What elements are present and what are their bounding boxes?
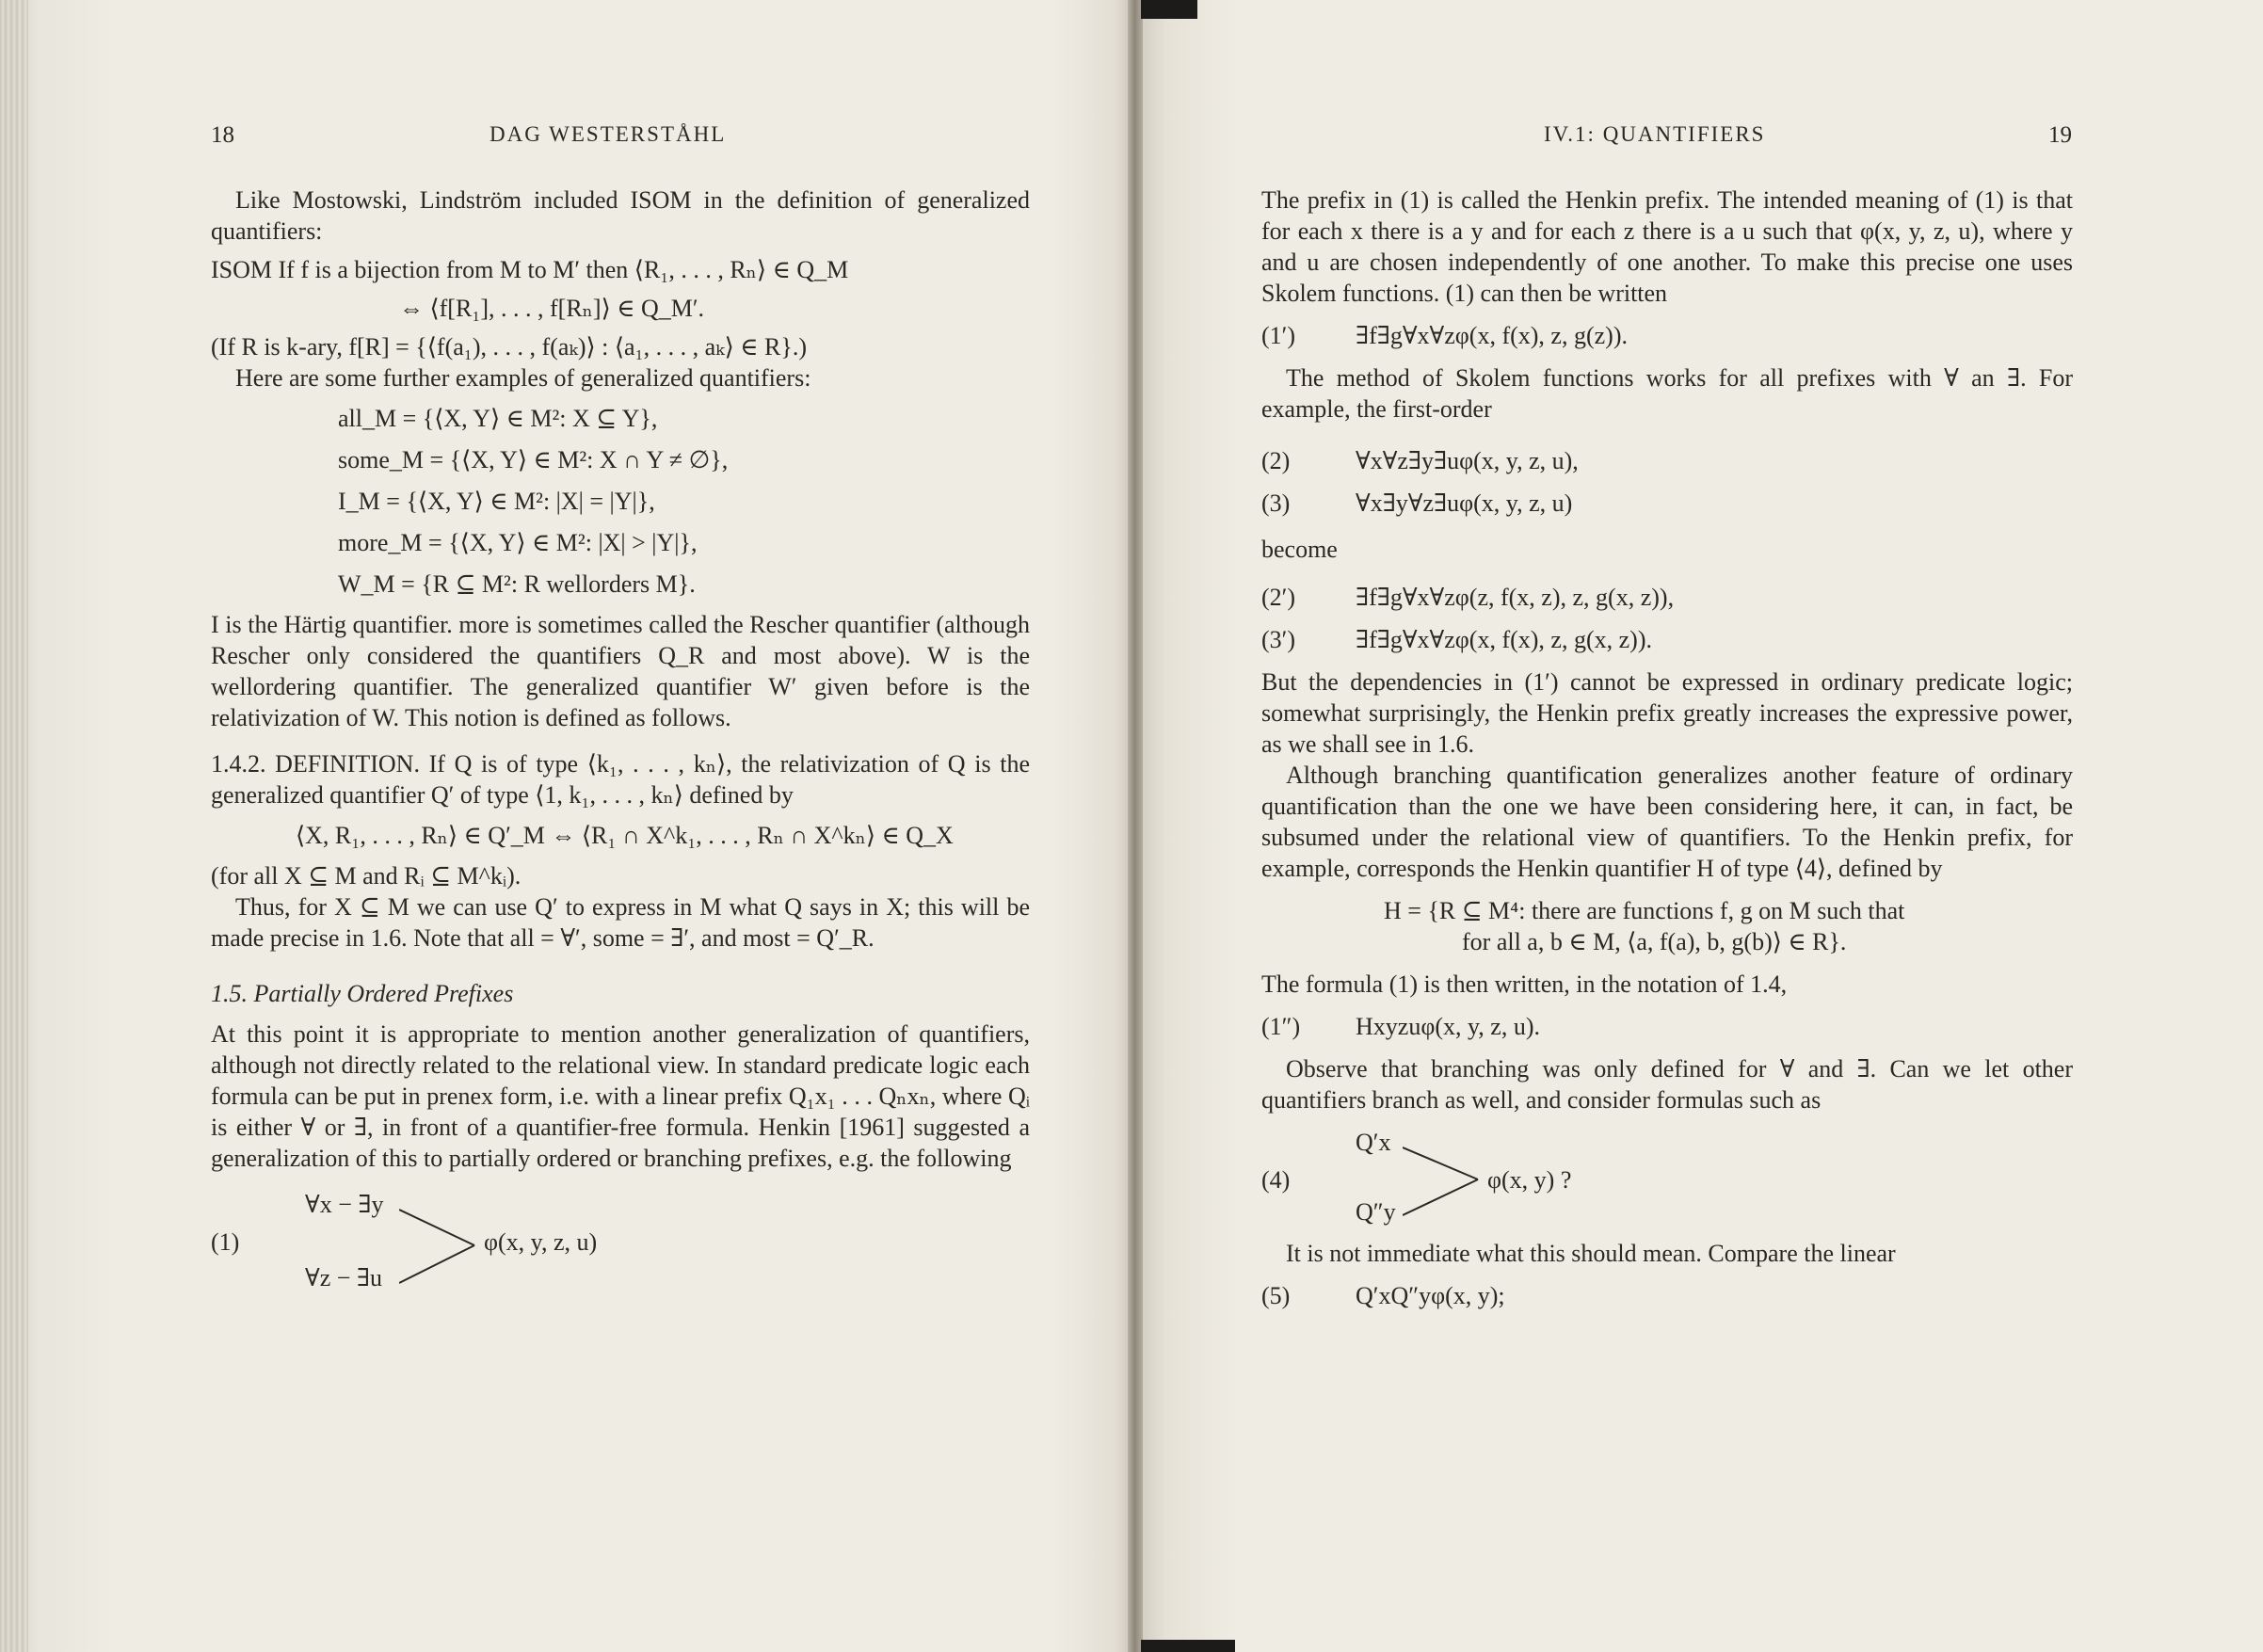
branch-bottom: ∀z − ∃u	[305, 1264, 382, 1291]
book-gutter	[1128, 0, 1143, 1652]
formula-number: (4)	[1261, 1166, 1291, 1194]
branch-lines	[399, 1204, 476, 1289]
henkin-def-line-1: H = {R ⊆ M⁴: there are functions f, g on M such that	[1384, 897, 1905, 924]
formula: Hxyzuφ(x, y, z, u).	[1356, 1013, 1540, 1040]
formula: ∀x∃y∀z∃uφ(x, y, z, u)	[1356, 489, 1573, 517]
definition-i: I_M = {⟨X, Y⟩ ∈ M²: |X| = |Y|},	[338, 488, 655, 515]
formula-5	[1261, 1280, 2073, 1311]
formula-number: (2′)	[1261, 584, 1296, 611]
relativization-display: ⟨X, R₁, . . . , Rₙ⟩ ∈ Q′_M ⇔ ⟨R₁ ∩ X^k₁, . . . , Rₙ ∩ X^kₙ⟩ ∈ Q_X	[296, 822, 954, 849]
left-page-number: 18	[211, 122, 234, 148]
formula-number: (2)	[1261, 447, 1291, 474]
formula-number: (3)	[1261, 489, 1291, 517]
formula-number: (1)	[211, 1228, 240, 1256]
right-page-body	[1261, 184, 2073, 1323]
definition-more: more_M = {⟨X, Y⟩ ∈ M²: |X| > |Y|},	[338, 529, 698, 556]
formula: ∃f∃g∀x∀zφ(z, f(x, z), z, g(x, z)),	[1356, 584, 1675, 611]
left-running-head: DAG WESTERSTÅHL	[490, 122, 727, 146]
definition-all: all_M = {⟨X, Y⟩ ∈ M²: X ⊆ Y},	[338, 405, 658, 432]
isom-note: (If R is k-ary, f[R] = {⟨f(a₁), . . . , f(aₖ)⟩ : ⟨a₁, . . . , aₖ⟩ ∈ R}.)	[211, 333, 808, 361]
branching-formula-1	[211, 1187, 1030, 1300]
henkin-quantifier-definition	[1384, 895, 2073, 957]
formula: Q′xQ″yφ(x, y);	[1356, 1282, 1505, 1309]
paragraph: It is not immediate what this should mean. Compare the linear	[1286, 1240, 1896, 1267]
paragraph: The prefix in (1) is called the Henkin prefix. The intended meaning of (1) is that for each x there is a y and for each z there is a u such that φ(x, y, z, u), where y and u are chosen independently of one another. To make this precise one uses Skolem functions. (1) can then be written	[1261, 186, 2073, 307]
branch-matrix: φ(x, y, z, u)	[484, 1228, 598, 1256]
definition-w: W_M = {R ⊆ M²: R wellorders M}.	[338, 570, 696, 598]
section-heading: 1.5. Partially Ordered Prefixes	[211, 980, 514, 1007]
paragraph: Here are some further examples of generalized quantifiers:	[235, 364, 811, 392]
paragraph: The formula (1) is then written, in the notation of 1.4,	[1261, 970, 1788, 998]
formula: ∃f∃g∀x∀zφ(x, f(x), z, g(z)).	[1356, 322, 1628, 349]
page-edge-stack	[0, 0, 28, 1652]
isom-condition-cont: ⇔ ⟨f[R₁], . . . , f[Rₙ]⟩ ∈ Q_M′.	[399, 295, 705, 322]
formula-1-prime	[1261, 320, 2073, 351]
quantifier-definitions	[338, 403, 1030, 600]
right-running-head: IV.1: QUANTIFIERS	[1544, 122, 1766, 146]
definition-some: some_M = {⟨X, Y⟩ ∈ M²: X ∩ Y ≠ ∅},	[338, 446, 729, 473]
right-page-number: 19	[2048, 122, 2072, 148]
formula-3	[1261, 488, 2073, 519]
branch-top: Q′x	[1356, 1129, 1391, 1156]
branching-formula-4	[1261, 1127, 2073, 1230]
formula-3-prime	[1261, 624, 2073, 655]
formula-number: (5)	[1261, 1282, 1291, 1309]
left-page-body	[211, 184, 1030, 1300]
formula-number: (1′)	[1261, 322, 1296, 349]
branch-lines	[1403, 1142, 1480, 1223]
paragraph: Observe that branching was only defined for ∀ and ∃. Can we let other quantifiers branch as well, and consider formulas such as	[1261, 1055, 2073, 1114]
formula-1-double-prime	[1261, 1011, 2073, 1042]
paragraph: Like Mostowski, Lindström included ISOM in the definition of generalized quantifiers:	[211, 186, 1030, 245]
branch-matrix: φ(x, y) ?	[1487, 1166, 1572, 1194]
henkin-def-line-2: for all a, b ∈ M, ⟨a, f(a), b, g(b)⟩ ∈ R}.	[1462, 928, 1847, 955]
paragraph: Thus, for X ⊆ M we can use Q′ to express in M what Q says in X; this will be made precise in 1.6. Note that all = ∀′, some = ∃′, and most = Q′_R.	[211, 893, 1030, 952]
definition-paragraph: 1.4.2. DEFINITION. If Q is of type ⟨k₁, . . . , kₙ⟩, the relativization of Q is the generalized quantifier Q′ of type ⟨1, k₁, . . . , kₙ⟩ defined by	[211, 750, 1030, 809]
formula-2	[1261, 445, 2073, 476]
binding-mark-top	[1141, 0, 1197, 19]
formula-number: (1″)	[1261, 1013, 1301, 1040]
binding-mark-bottom	[1141, 1640, 1235, 1652]
formula-2-prime	[1261, 582, 2073, 613]
branch-bottom: Q″y	[1356, 1198, 1396, 1226]
paragraph: At this point it is appropriate to mention another generalization of quantifiers, although not directly related to the relational view. In standard predicate logic each formula can be put in prenex form, i.e. with a linear prefix Q₁x₁ . . . Qₙxₙ, where Qᵢ is either ∀ or ∃, in front of a quantifier-free formula. Henkin [1961] suggested a generalization of this to partially ordered or branching prefixes, e.g. the following	[211, 1020, 1030, 1172]
formula: ∃f∃g∀x∀zφ(x, f(x), z, g(x, z)).	[1356, 626, 1652, 653]
formula-number: (3′)	[1261, 626, 1296, 653]
paragraph: Although branching quantification generalizes another feature of ordinary quantification than the one we have been considering here, it can, in fact, be subsumed under the relational view of quantifiers. To the Henkin prefix, for example, corresponds the Henkin quantifier H of type ⟨4⟩, defined by	[1261, 762, 2073, 882]
paragraph: But the dependencies in (1′) cannot be expressed in ordinary predicate logic; somewhat surprisingly, the Henkin prefix greatly increases the expressive power, as we shall see in 1.6.	[1261, 668, 2073, 758]
formula: ∀x∀z∃y∃uφ(x, y, z, u),	[1356, 447, 1579, 474]
isom-condition: ISOM If f is a bijection from M to M′ then ⟨R₁, . . . , Rₙ⟩ ∈ Q_M	[211, 256, 849, 283]
branch-top: ∀x − ∃y	[305, 1191, 384, 1218]
paragraph: The method of Skolem functions works for all prefixes with ∀ an ∃. For example, the first-order	[1261, 364, 2073, 423]
become-text: become	[1261, 536, 1338, 563]
relativization-note: (for all X ⊆ M and Rᵢ ⊆ M^kᵢ).	[211, 862, 522, 890]
paragraph: I is the Härtig quantifier. more is sometimes called the Rescher quantifier (although Rescher only considered the quantifiers Q_R and most above). W is the wellordering quantifier. The generalized quantifier W′ given before is the relativization of W. This notion is defined as follows.	[211, 611, 1030, 731]
